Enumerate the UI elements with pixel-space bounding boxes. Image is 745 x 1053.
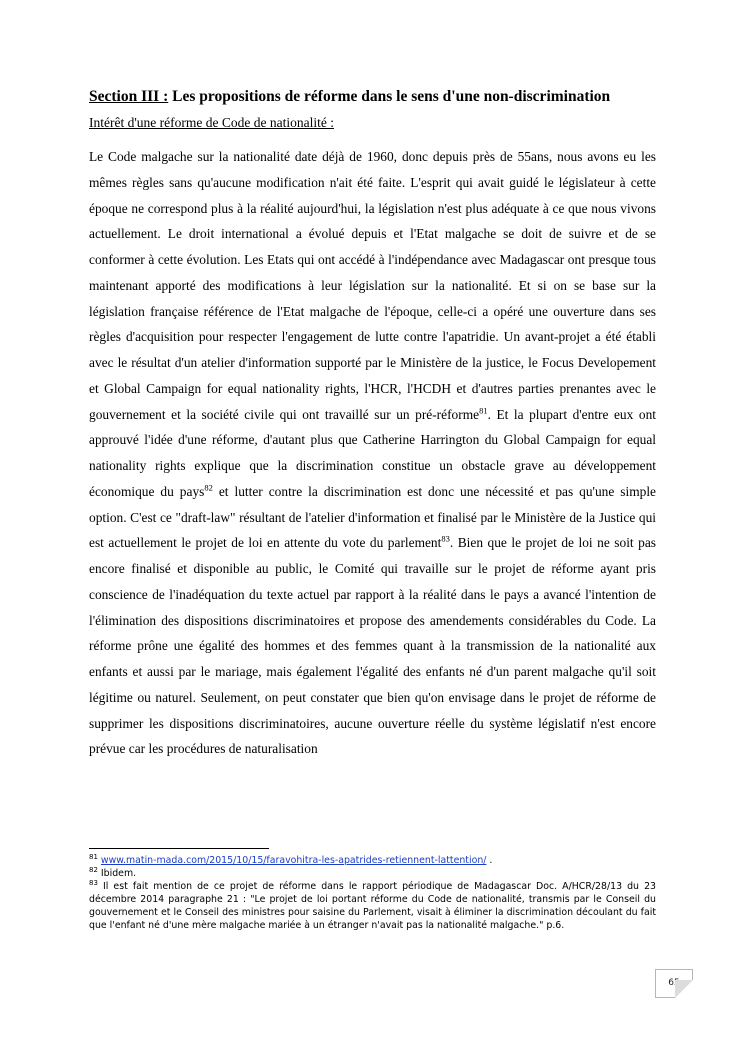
section-title-text: Les propositions de réforme dans le sens d'une non-discrimination xyxy=(168,88,611,105)
body-segment-1: Le Code malgache sur la nationalité date déjà de 1960, donc depuis près de 55ans, nous avons eu les mêmes règles sans qu'aucune modification n'ait été faite. L'esprit qui avait guidé le législateur à cette époque ne correspond plus à la réalité aujourd'hui, la législation n'est plus adéquate à ce que nous vivons actuellement. Le droit international a évolué depuis et l'Etat malgache se doit de suivre et de se conformer à cette évolution. Les Etats qui ont accédé à l'indépendance avec Madagascar ont presque tous maintenant apporté des modifications à leur législation sur la nationalité. Et si on se base sur la législation française référence de l'Etat malgache de l'époque, celle-ci a opéré une ouverture dans ses règles d'acquisition pour respecter l'engagement de lutte contre l'apatridie. Un avant-projet a été établi avec le résultat d'un atelier d'information supporté par le Ministère de la justice, le Focus Developement et Global Campaign for equal nationality rights, l'HCR, l'HCDH et d'autres parties prenantes avec le gouvernement et la société civile qui ont travaillé sur un pré-réforme xyxy=(89,149,656,422)
footnote-ref-83[interactable]: 83 xyxy=(441,533,450,544)
subsection-heading: Intérêt d'une réforme de Code de nationalité : xyxy=(89,115,334,130)
footnote-ref-82[interactable]: 82 xyxy=(204,482,213,493)
body-segment-4: . Bien que le projet de loi ne soit pas encore finalisé et disponible au public, le Comité qui travaille sur le projet de réforme ayant pris conscience de l'inadéquation du texte actuel par rapport à la réalité dans le pays a avancé l'intention de l'élimination des dispositions discriminatoires et propose des amendements considérables du Code. La réforme prône une égalité des hommes et des femmes quant à la transmission de la nationalité aux enfants et aussi par le mariage, mais également l'égalité des enfants né d'un parent malgache qu'il soit légitime ou naturel. Seulement, on peut constater que bien qu'on envisage dans le projet de réforme de supprimer les dispositions discriminatoires, aucune ouverture réelle du système législatif n'est encore prévue car les procédures de naturalisation xyxy=(89,535,657,757)
body-segment-3: et lutter contre la discrimination est donc une nécessité et pas qu'une simple option. C'est ce "draft-law" résultant de l'atelier d'information et finalisé par le Ministère de la Justice qui est actuellement le projet de loi en attente du vote du parlement xyxy=(89,483,656,551)
section-label: Section III : xyxy=(89,88,169,105)
footnote-83 xyxy=(89,880,656,932)
footnote-text: . xyxy=(486,855,493,866)
page-content xyxy=(89,86,656,762)
page-number: 65 xyxy=(668,978,680,988)
footnote-separator xyxy=(89,848,269,849)
footnote-text: Ibidem. xyxy=(97,868,137,879)
footnote-ref-81[interactable]: 81 xyxy=(479,405,488,416)
footnote-number: 81 xyxy=(89,852,98,861)
footnote-text: Il est fait mention de ce projet de réforme dans le rapport périodique de Madagascar Doc. A/HCR/28/13 du 23 décembre 2014 paragraphe 21 : "Le projet de loi portant réforme du Code de nationalité, transmis par le Conseil du gouvernement et le Conseil des ministres pour saisine du Parlement, visait à éliminer la discrimination découlant du fait que l'enfant né d'une mère malgache mariée à un étranger n'avait pas la nationalité malgache." p.6. xyxy=(89,881,656,931)
footnote-81 xyxy=(89,854,656,867)
footnotes xyxy=(89,854,656,932)
footnote-number: 82 xyxy=(89,865,98,874)
body-segment-2: . Et la plupart d'entre eux ont approuvé l'idée d'une réforme, d'autant plus que Catherine Harrington du Global Campaign for equal nationality rights explique que la discrimination constitue un obstacle grave au développement économique du pays xyxy=(89,406,656,499)
page-number-badge xyxy=(655,969,693,998)
body-paragraph xyxy=(89,144,656,762)
footnote-82 xyxy=(89,867,656,880)
footnote-link[interactable]: www.matin-mada.com/2015/10/15/faravohitra-les-apatrides-retiennent-lattention/ xyxy=(100,855,487,866)
footnote-number: 83 xyxy=(89,878,98,887)
section-heading xyxy=(89,86,656,108)
